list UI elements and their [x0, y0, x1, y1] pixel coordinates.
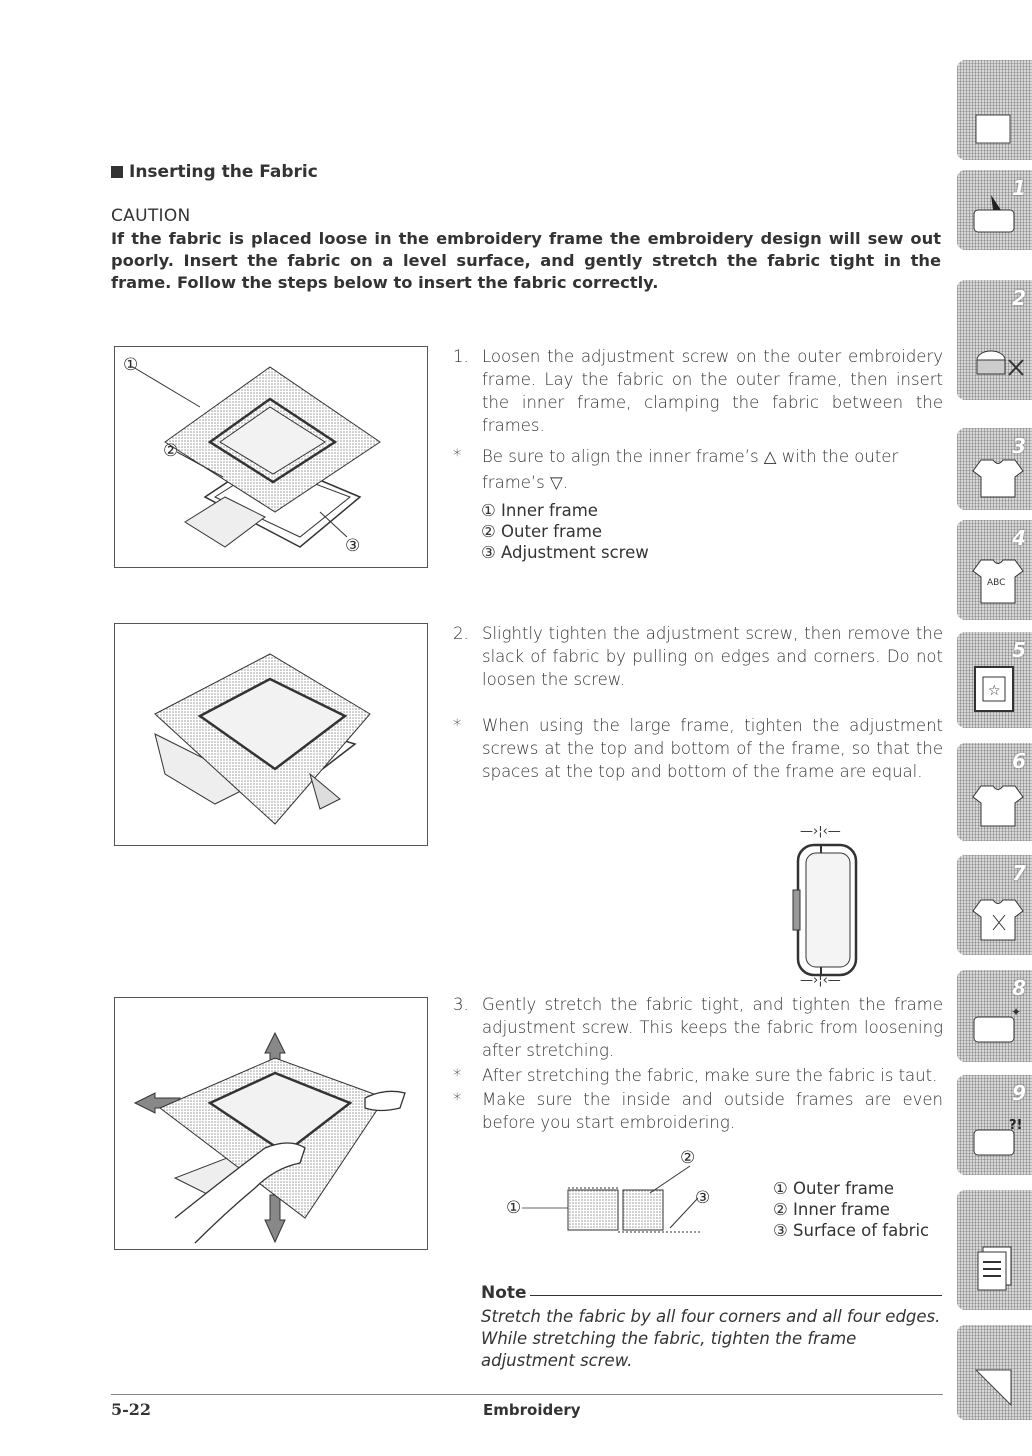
fig1-label-1: ① — [123, 355, 139, 375]
index-icon — [971, 1365, 1016, 1410]
abc-shirt-icon — [971, 555, 1026, 610]
frame-cross-section-diagram — [500, 1148, 740, 1240]
square-bullet-icon — [111, 166, 123, 178]
tab-index[interactable] — [957, 1325, 1032, 1420]
pages-icon — [971, 1245, 1021, 1300]
step-2-number: 2. — [453, 624, 469, 643]
fig3-label-1: ① — [506, 1198, 522, 1218]
fabric-tighten-illustration — [115, 624, 427, 845]
legend-item: ① Outer frame — [773, 1179, 895, 1198]
step-3-note-text: Make sure the inside and outside frames are even before you start embroidering. — [482, 1090, 943, 1132]
legend-item: ③ Adjustment screw — [481, 543, 649, 562]
embroidered-shirt-icon — [971, 781, 1026, 831]
svg-text:—›¦‹—: —›¦‹— — [800, 824, 841, 839]
step-3-text: Gently stretch the fabric tight, and tighten the frame adjustment screw. This keeps the fabric from loosening after stretching. — [482, 995, 943, 1060]
step-1-note — [453, 444, 943, 496]
step-2-note-text: When using the large frame, tighten the adjustment screws at the top and bottom of the frame, so that the spaces at the top and bottom of the frame are equal. — [482, 716, 943, 781]
svg-text:✦: ✦ — [1011, 1005, 1022, 1019]
step-2-text: Slightly tighten the adjustment screw, then remove the slack of fabric by pulling on edges and corners. Do not loosen the screw. — [482, 624, 943, 689]
footer-rule — [111, 1394, 943, 1395]
note-star: * — [453, 1090, 462, 1109]
legend-item: ② Outer frame — [481, 522, 603, 541]
step-1-number: 1. — [453, 347, 469, 366]
thread-spool-icon — [971, 335, 1026, 390]
embroidery-frame-icon — [971, 663, 1026, 718]
legend-item: ② Inner frame — [773, 1200, 890, 1219]
svg-text:—›¦‹—: —›¦‹— — [800, 973, 841, 988]
step-1-note-line-b: frame’s ▽. — [482, 473, 568, 492]
figure-3-stretch-tight — [114, 997, 428, 1250]
note-heading: Note — [481, 1283, 527, 1303]
caution-heading: CAUTION — [111, 206, 191, 226]
fig1-label-2: ② — [163, 441, 179, 461]
contents-icon — [971, 105, 1016, 150]
figure-2-stretching — [114, 623, 428, 846]
step-1-note-line-a: Be sure to align the inner frame’s △ with the outer — [482, 447, 899, 466]
step-1-legend — [481, 500, 649, 563]
step-2-note — [453, 714, 943, 783]
note-star: * — [453, 716, 462, 735]
frame-assembly-illustration — [115, 347, 427, 567]
tab-chapter-2[interactable]: 2 — [957, 280, 1032, 400]
note-rule — [530, 1295, 942, 1296]
step-1 — [453, 345, 943, 437]
step-3-number: 3. — [453, 995, 469, 1014]
tab-chapter-1[interactable]: 1 — [957, 170, 1032, 250]
tab-chapter-7[interactable]: 7 — [957, 855, 1032, 955]
tab-chapter-4[interactable]: 4 ABC — [957, 520, 1032, 620]
chapter-title: Embroidery — [483, 1401, 581, 1419]
sewing-machine-icon — [971, 195, 1021, 240]
step-3-legend — [773, 1178, 929, 1241]
tab-appendix[interactable] — [957, 1190, 1032, 1310]
note-star: * — [453, 1066, 462, 1085]
scissors-shirt-icon — [971, 895, 1026, 945]
svg-text:ABC: ABC — [987, 578, 1006, 588]
tab-chapter-3[interactable]: 3 — [957, 428, 1032, 510]
machine-question-icon — [971, 1115, 1026, 1165]
svg-text:☆: ☆ — [988, 683, 1001, 699]
large-frame-diagram — [780, 820, 870, 988]
fig3-label-2: ② — [680, 1148, 696, 1168]
page-number: 5-22 — [111, 1400, 152, 1419]
tab-contents[interactable] — [957, 60, 1032, 160]
figure-1-frame-assembly — [114, 346, 428, 568]
machine-sparkle-icon — [971, 1002, 1026, 1052]
section-heading — [111, 162, 318, 182]
note-text: Stretch the fabric by all four corners and all four edges. While stretching the fabric, tighten the frame adjustment screw. — [481, 1307, 941, 1370]
step-3-note-text: After stretching the fabric, make sure the fabric is taut. — [482, 1066, 938, 1085]
step-1-text: Loosen the adjustment screw on the outer embroidery frame. Lay the fabric on the outer frame, then insert the inner frame, clamping the fabric between the frames. — [482, 347, 943, 435]
svg-text:?!: ?! — [1009, 1118, 1023, 1133]
fig1-label-3: ③ — [345, 536, 361, 556]
step-3-note-1 — [453, 1064, 943, 1087]
section-title: Inserting the Fabric — [129, 162, 318, 182]
tab-chapter-5[interactable]: 5 ☆ — [957, 632, 1032, 728]
caution-text: If the fabric is placed loose in the embroidery frame the embroidery design will sew out poorly. Insert the fabric on a level surface, and gently stretch the fabric tight in the frame. Follow the steps below to insert the fabric correctly. — [111, 229, 941, 292]
hand-stretching-illustration — [115, 998, 427, 1249]
shirt-icon — [971, 455, 1026, 500]
tab-chapter-8[interactable]: 8 ✦ — [957, 970, 1032, 1062]
fig3-label-3: ③ — [695, 1188, 711, 1208]
note-star: * — [453, 446, 462, 465]
tab-chapter-9[interactable]: 9 ?! — [957, 1075, 1032, 1175]
legend-item: ③ Surface of fabric — [773, 1221, 930, 1240]
legend-item: ① Inner frame — [481, 501, 598, 520]
step-3-note-2 — [453, 1088, 943, 1134]
step-3 — [453, 993, 943, 1062]
step-2 — [453, 622, 943, 691]
tab-chapter-6[interactable]: 6 — [957, 743, 1032, 841]
